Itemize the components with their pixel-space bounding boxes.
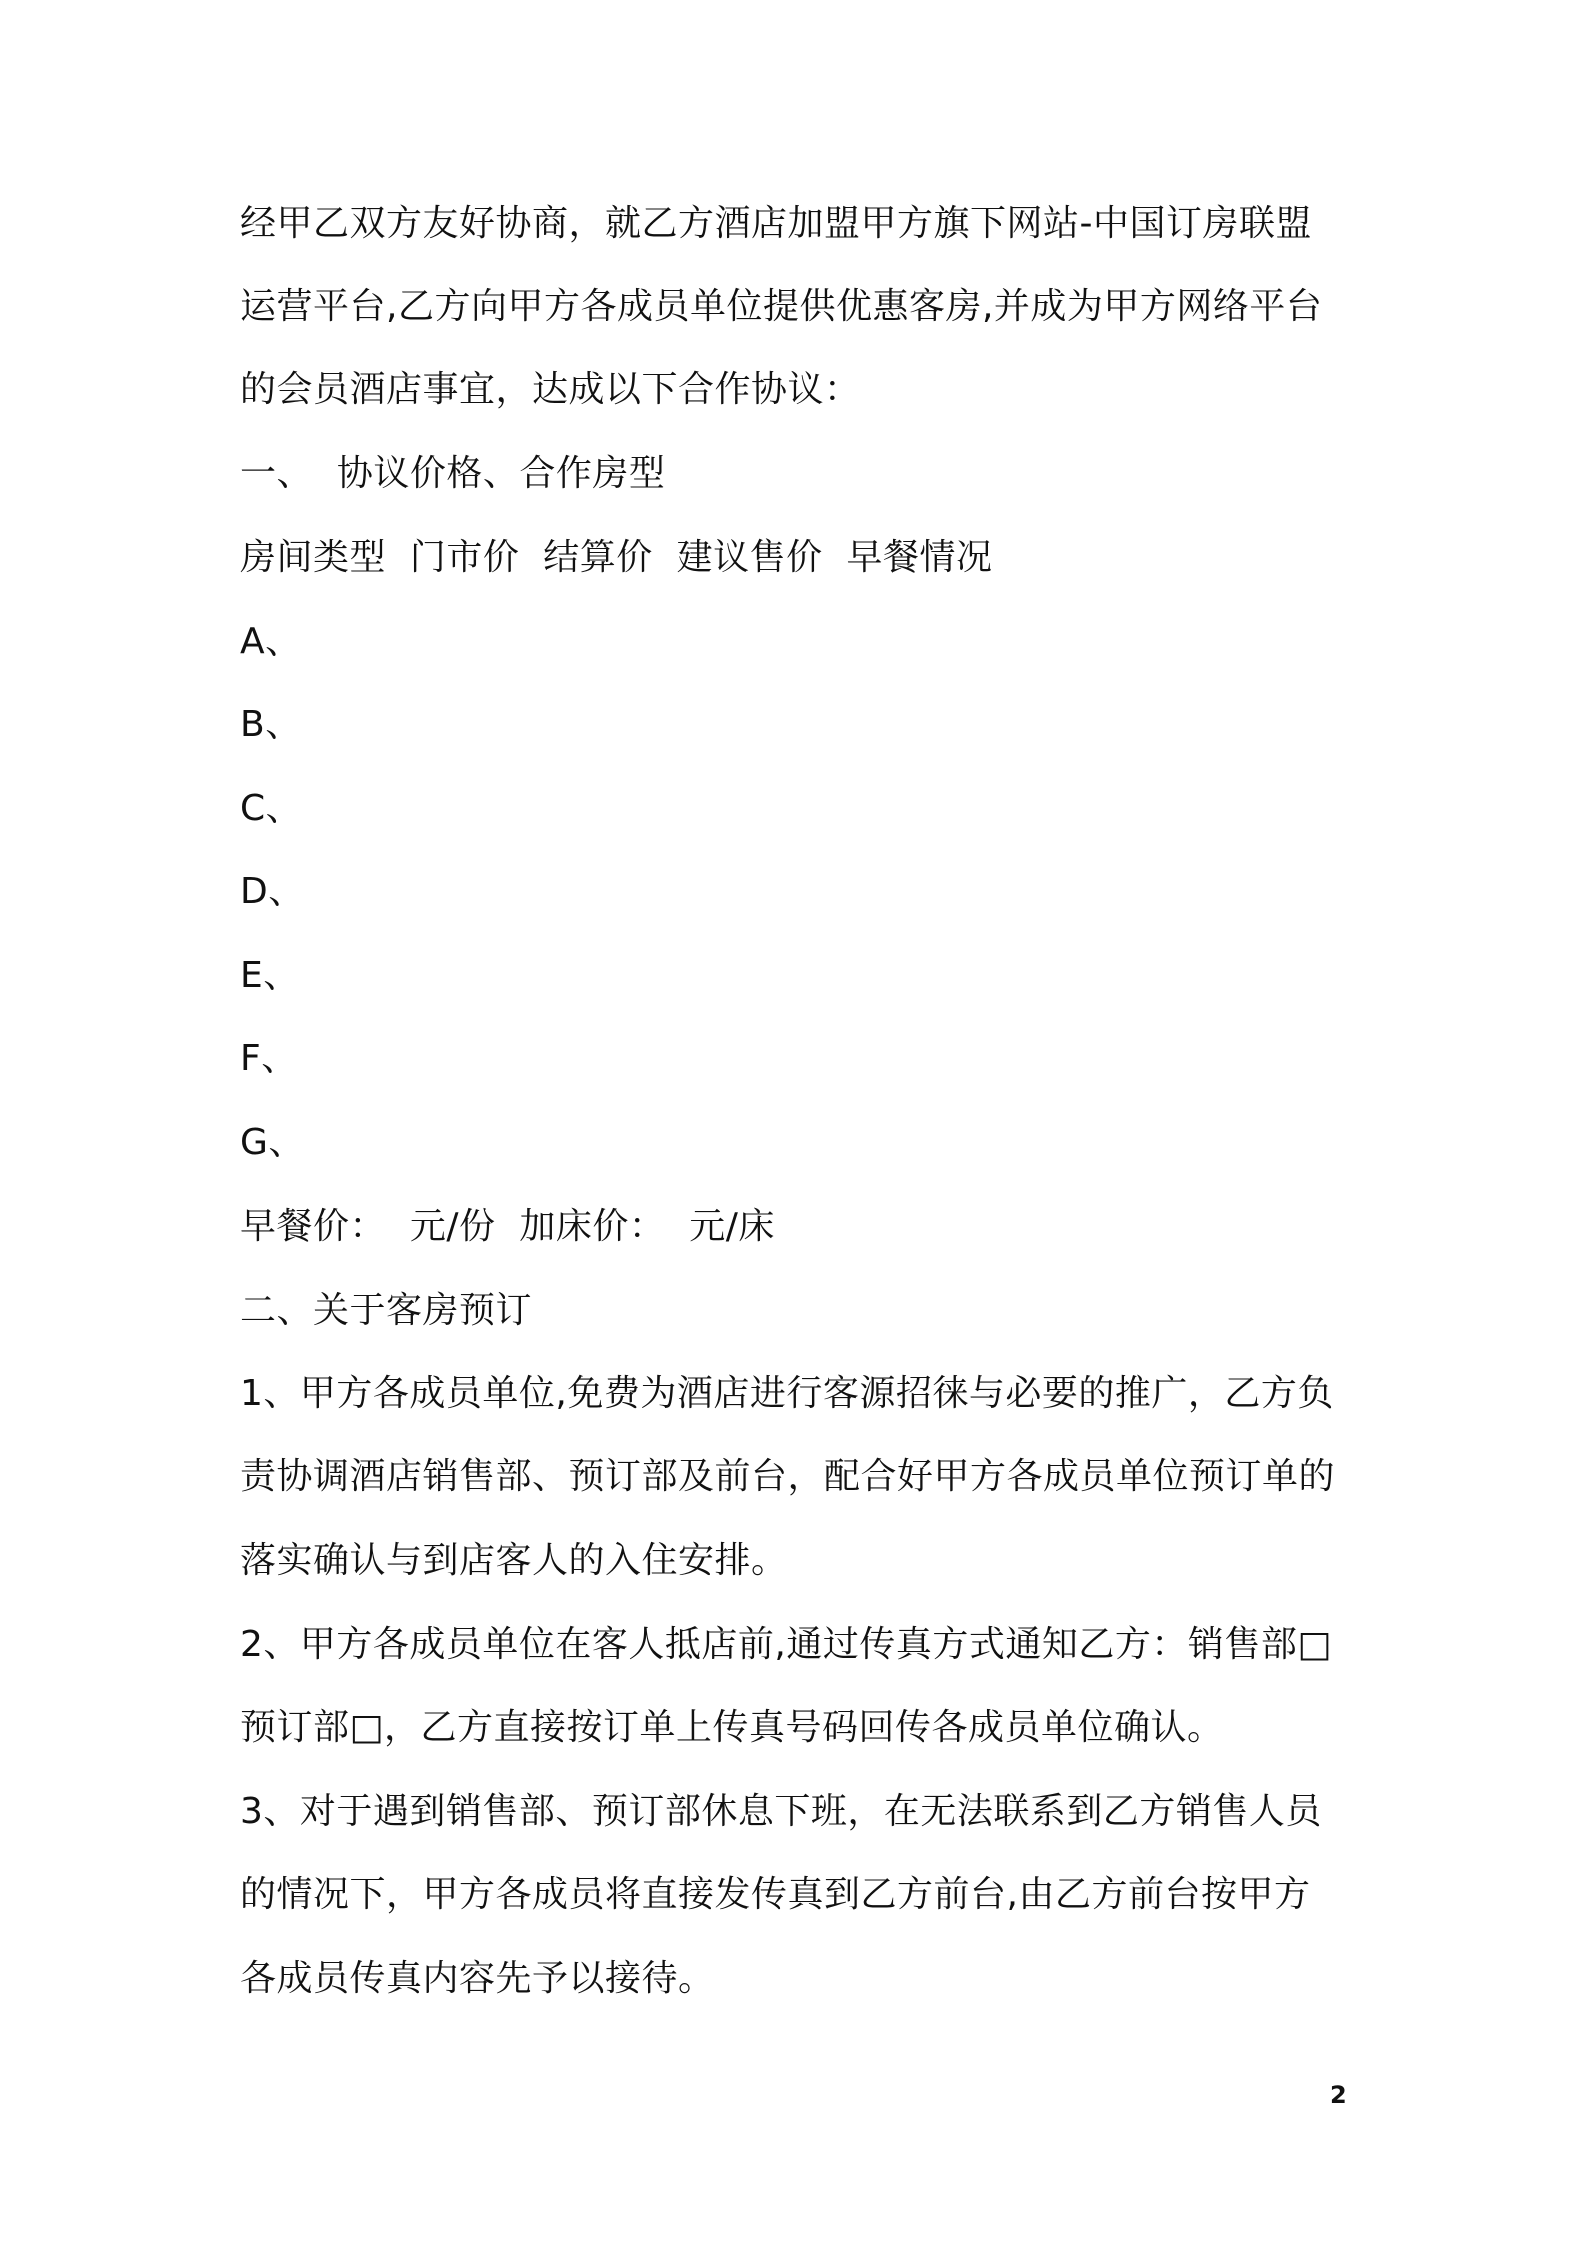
- table-header: 房间类型 门市价 结算价 建议售价 早餐情况: [240, 537, 993, 578]
- clause-2-line-1: 2、甲方各成员单位在客人抵店前,通过传真方式通知乙方：销售部□: [240, 1624, 1332, 1665]
- section-1-heading: 一、 协议价格、合作房型: [240, 453, 666, 494]
- clause-2-line-2: 预订部□，乙方直接按订单上传真号码回传各成员单位确认。: [240, 1707, 1224, 1748]
- clause-1-line-3: 落实确认与到店客人的入住安排。: [240, 1540, 788, 1581]
- room-row-g: G、: [240, 1122, 305, 1163]
- clause-1-line-2: 责协调酒店销售部、预订部及前台，配合好甲方各成员单位预订单的: [240, 1456, 1336, 1497]
- extra-prices-line: 早餐价： 元/份 加床价： 元/床: [240, 1206, 775, 1247]
- room-row-b: B、: [240, 704, 302, 745]
- room-row-e: E、: [240, 955, 300, 996]
- room-row-a: A、: [240, 621, 302, 662]
- page-number: 2: [1330, 2081, 1347, 2109]
- clause-3-line-3: 各成员传真内容先予以接待。: [240, 1958, 715, 1999]
- clause-3-line-2: 的情况下，甲方各成员将直接发传真到乙方前台,由乙方前台按甲方: [240, 1874, 1311, 1915]
- clause-1-line-1: 1、甲方各成员单位,免费为酒店进行客源招徕与必要的推广，乙方负: [240, 1373, 1334, 1414]
- intro-line-3: 的会员酒店事宜，达成以下合作协议：: [240, 369, 861, 410]
- room-row-c: C、: [240, 788, 303, 829]
- room-row-f: F、: [240, 1038, 298, 1079]
- section-2-heading: 二、关于客房预订: [240, 1290, 533, 1331]
- room-row-d: D、: [240, 871, 305, 912]
- clause-3-line-1: 3、对于遇到销售部、预订部休息下班，在无法联系到乙方销售人员: [240, 1791, 1322, 1832]
- intro-line-2: 运营平台,乙方向甲方各成员单位提供优惠客房,并成为甲方网络平台: [240, 286, 1323, 327]
- intro-line-1: 经甲乙双方友好协商，就乙方酒店加盟甲方旗下网站-中国订房联盟: [240, 203, 1312, 244]
